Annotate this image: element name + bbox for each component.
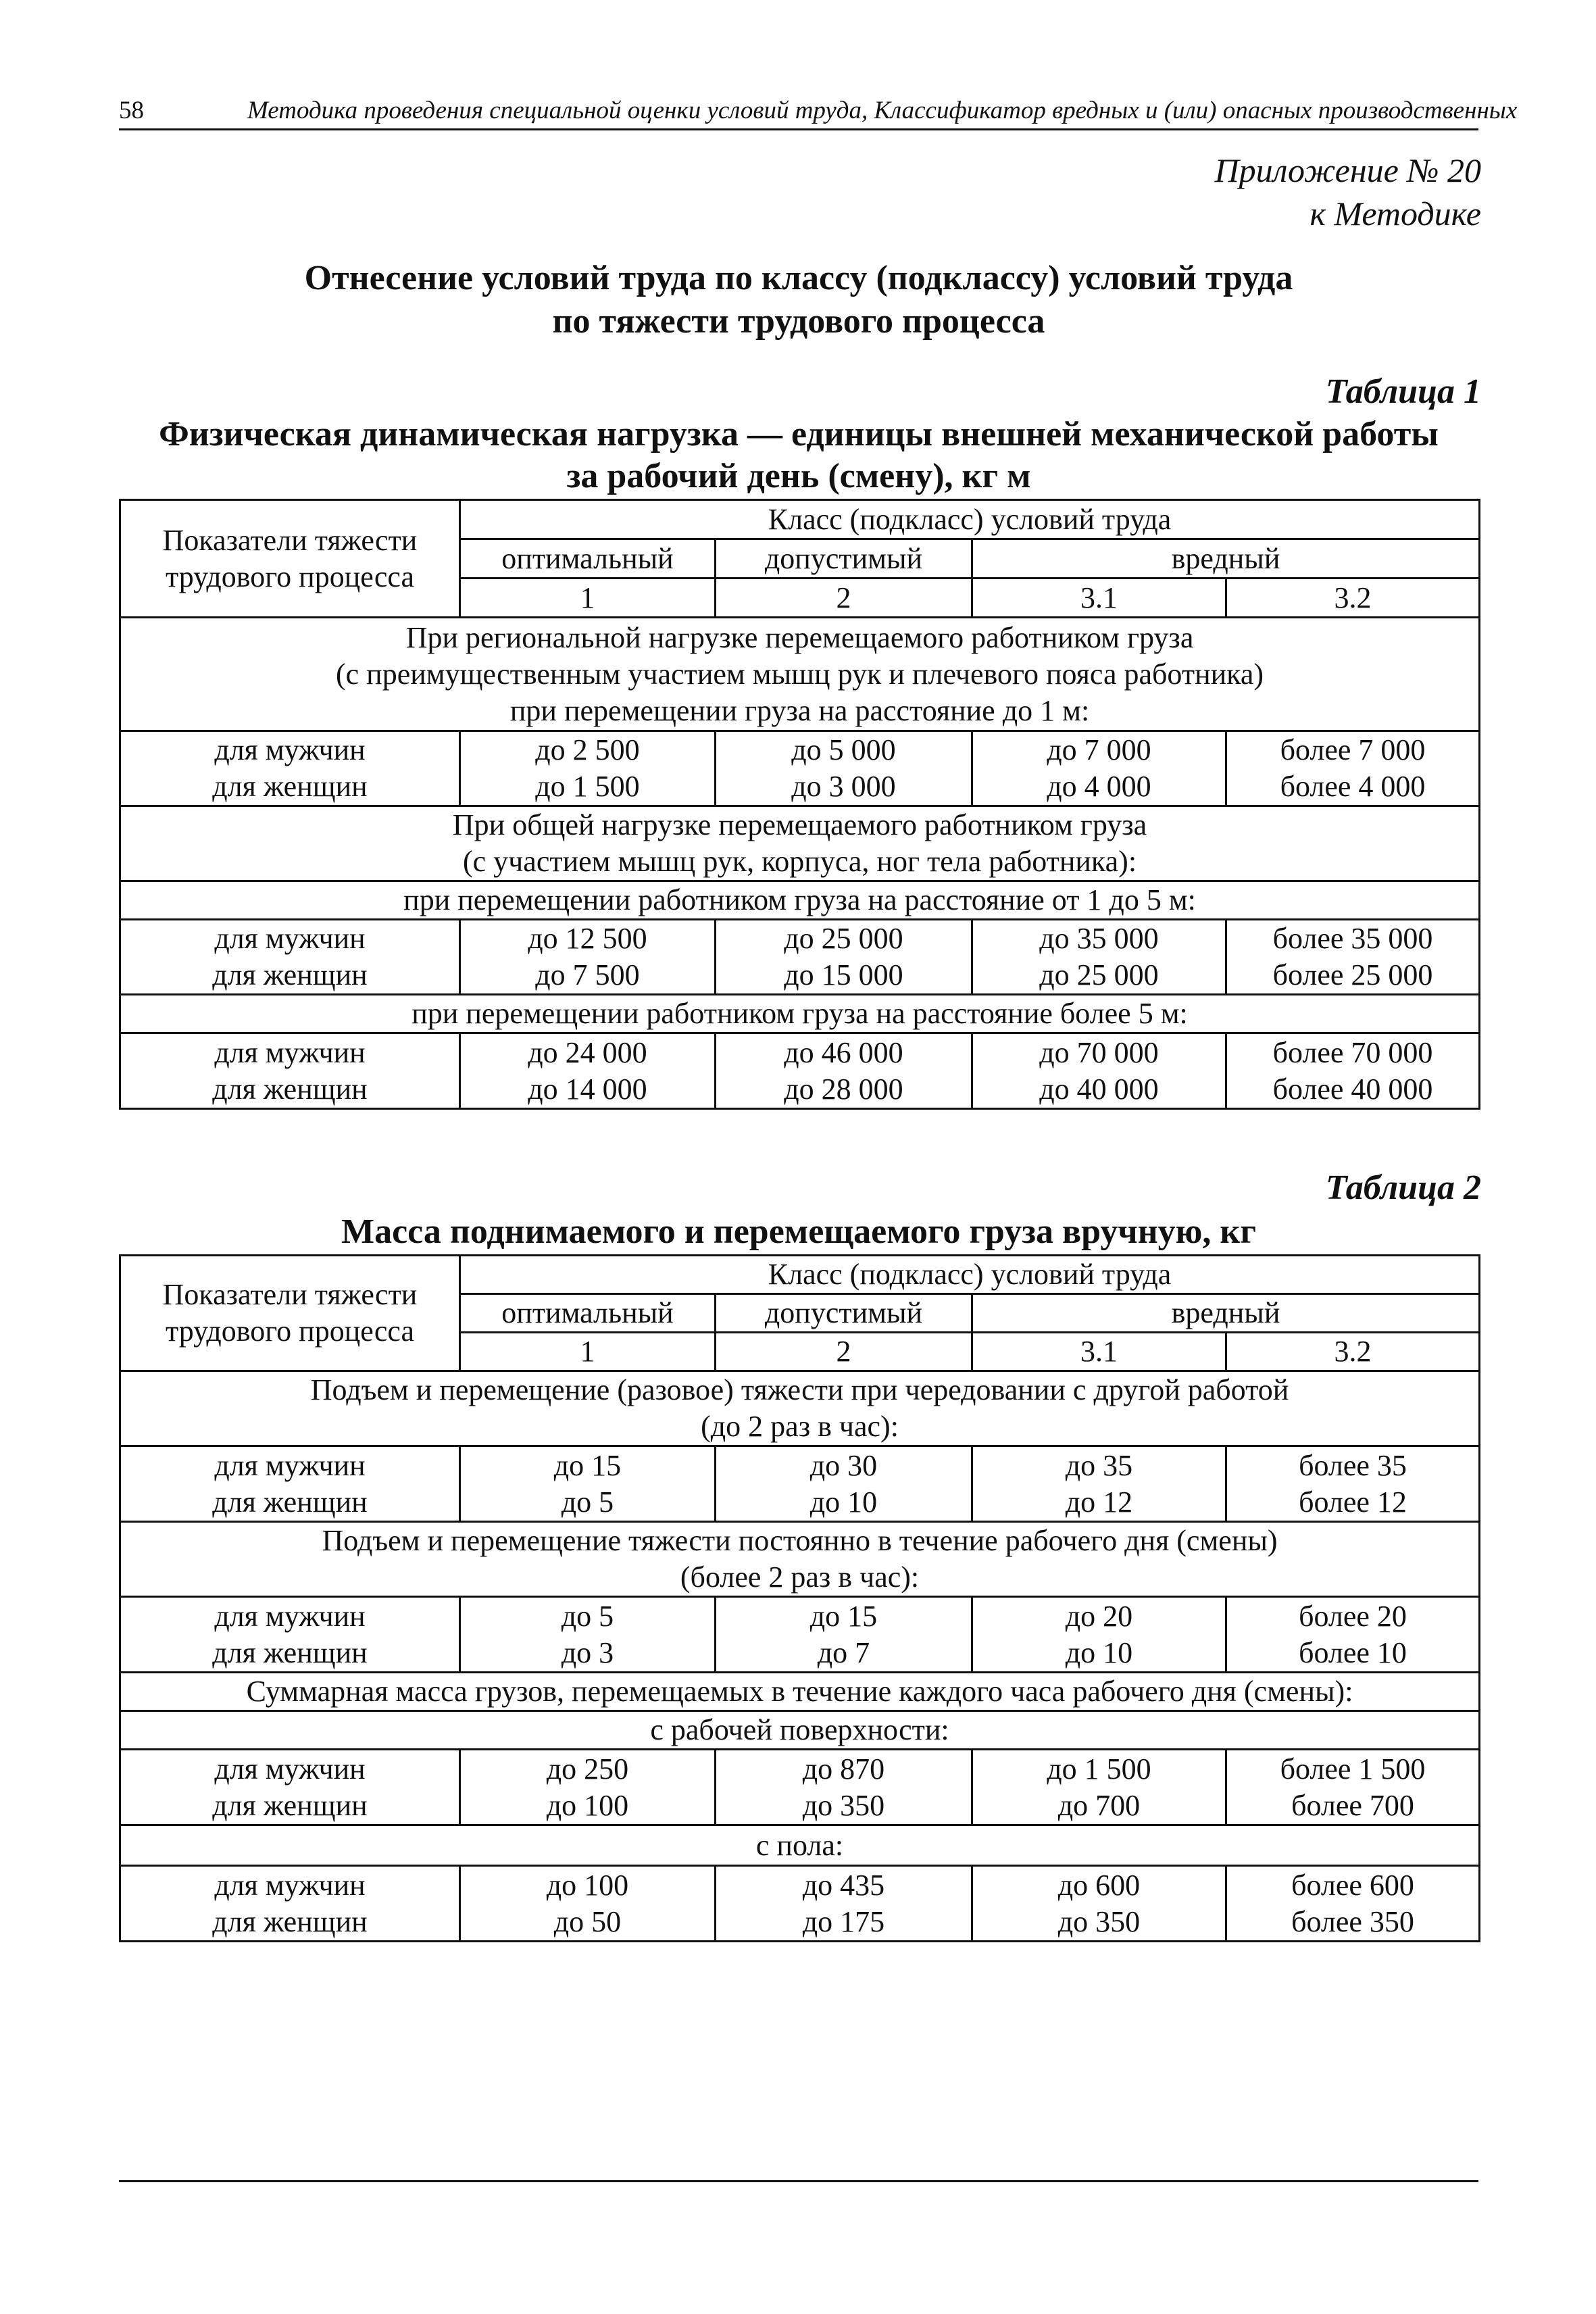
section-heading-line: При региональной нагрузке перемещаемого работником груза (405, 620, 1194, 654)
value-men: более 1 500 (1280, 1752, 1426, 1786)
value-cell (1226, 1446, 1480, 1522)
subsection-heading: с пола: (120, 1825, 1480, 1866)
table-row (120, 1597, 1480, 1673)
value-cell (972, 1033, 1226, 1109)
table-1-title-line-1: Физическая динамическая нагрузка — единицы внешней механической работы (159, 415, 1439, 453)
section-heading-line: (до 2 раз в час): (701, 1410, 899, 1443)
value-women: до 12 (1065, 1485, 1133, 1519)
value-men: до 46 000 (784, 1035, 903, 1069)
col-header-harmful: вредный (972, 539, 1480, 578)
table-row (120, 1750, 1480, 1825)
value-women: до 14 000 (528, 1072, 647, 1106)
value-cell (460, 1446, 716, 1522)
row-label-men: для мужчин (214, 733, 366, 766)
appendix-target: к Методике (1310, 195, 1481, 232)
value-cell (1226, 1033, 1480, 1109)
value-women: до 700 (1057, 1788, 1141, 1822)
footer-rule (119, 2180, 1478, 2182)
col-header-acceptable: допустимый (716, 539, 972, 578)
value-cell (716, 731, 972, 806)
value-men: до 100 (546, 1868, 629, 1902)
table-1 (119, 499, 1480, 1110)
value-women: более 4 000 (1280, 770, 1426, 803)
row-label-women: для женщин (212, 770, 368, 803)
value-women: более 40 000 (1272, 1072, 1433, 1106)
subsection-heading: с рабочей поверхности: (120, 1711, 1480, 1750)
value-men: более 600 (1291, 1868, 1414, 1902)
row-label-cell (120, 1597, 460, 1673)
value-women: до 10 (1065, 1635, 1133, 1669)
section-heading-line: (более 2 раз в час): (680, 1560, 920, 1594)
value-men: до 25 000 (784, 922, 903, 955)
col-number-3-2: 3.2 (1226, 1333, 1480, 1371)
table-row (120, 731, 1480, 806)
value-women: до 25 000 (1039, 958, 1159, 991)
col-number-3-1: 3.1 (972, 1333, 1226, 1371)
value-cell (972, 731, 1226, 806)
value-women: до 3 000 (791, 770, 896, 803)
value-men: до 870 (802, 1752, 885, 1786)
row-label-men: для мужчин (214, 1752, 366, 1786)
row-label-men: для мужчин (214, 1868, 366, 1902)
value-cell (460, 1033, 716, 1109)
value-cell (1226, 731, 1480, 806)
value-cell (972, 1597, 1226, 1673)
appendix-reference (1215, 149, 1481, 235)
col-number-3-1: 3.1 (972, 578, 1226, 618)
indicator-header (120, 500, 460, 618)
section-heading-line: Подъем и перемещение тяжести постоянно в течение рабочего дня (смены) (322, 1524, 1278, 1557)
document-title-line-1: Отнесение условий труда по классу (подклассу) условий труда (304, 259, 1293, 297)
indicator-header-line-1: Показатели тяжести (162, 523, 418, 557)
value-cell (716, 1446, 972, 1522)
value-men: более 7 000 (1280, 733, 1426, 766)
col-header-optimal: оптимальный (460, 1294, 716, 1333)
section-heading-line: (с преимущественным участием мышц рук и плечевого пояса работника) (335, 657, 1264, 691)
value-women: до 7 (817, 1635, 870, 1669)
row-label-cell (120, 1866, 460, 1942)
value-women: до 1 500 (535, 770, 640, 803)
value-cell (460, 920, 716, 995)
section-heading-line: При общей нагрузке перемещаемого работником груза (452, 808, 1147, 841)
table-2-label: Таблица 2 (1325, 1168, 1481, 1207)
value-men: до 7 000 (1047, 733, 1151, 766)
value-women: до 50 (553, 1904, 622, 1938)
section-heading (120, 806, 1480, 881)
value-women: до 100 (546, 1788, 629, 1822)
value-men: до 1 500 (1047, 1752, 1151, 1786)
value-men: более 35 (1299, 1448, 1407, 1482)
value-men: до 250 (546, 1752, 629, 1786)
row-label-women: для женщин (212, 1788, 368, 1822)
running-title: Методика проведения специальной оценки условий труда, Классификатор вредных и (или) опасных производственных (247, 97, 1518, 124)
document-title-line-2: по тяжести трудового процесса (552, 302, 1045, 341)
value-men: до 70 000 (1039, 1035, 1159, 1069)
section-heading (120, 618, 1480, 731)
appendix-number: Приложение № 20 (1214, 151, 1481, 189)
value-men: более 35 000 (1272, 922, 1433, 955)
row-label-women: для женщин (212, 1072, 368, 1106)
col-number-2: 2 (716, 578, 972, 618)
value-cell (716, 1033, 972, 1109)
col-header-optimal: оптимальный (460, 539, 716, 578)
value-women: до 4 000 (1047, 770, 1151, 803)
value-women: до 5 (561, 1485, 614, 1519)
value-men: до 435 (802, 1868, 885, 1902)
section-heading: Суммарная масса грузов, перемещаемых в течение каждого часа рабочего дня (смены): (120, 1673, 1480, 1711)
row-label-cell (120, 1033, 460, 1109)
section-heading-line: при перемещении груза на расстояние до 1 м: (509, 693, 1090, 727)
value-women: до 7 500 (535, 958, 640, 991)
class-group-header: Класс (подкласс) условий труда (460, 500, 1480, 539)
value-cell (1226, 920, 1480, 995)
value-cell (460, 1597, 716, 1673)
indicator-header-line-2: трудового процесса (165, 560, 415, 593)
col-number-3-2: 3.2 (1226, 578, 1480, 618)
value-women: до 15 000 (784, 958, 903, 991)
col-header-harmful: вредный (972, 1294, 1480, 1333)
page-number: 58 (119, 97, 144, 124)
row-label-men: для мужчин (214, 922, 366, 955)
value-women: более 25 000 (1272, 958, 1433, 991)
value-cell (716, 1866, 972, 1942)
row-label-men: для мужчин (214, 1448, 366, 1482)
value-women: до 3 (561, 1635, 614, 1669)
value-men: до 35 000 (1039, 922, 1159, 955)
value-men: до 30 (809, 1448, 878, 1482)
value-men: до 35 (1065, 1448, 1133, 1482)
value-women: до 28 000 (784, 1072, 903, 1106)
subsection-heading: при перемещении работником груза на расстояние более 5 м: (120, 995, 1480, 1033)
value-men: более 70 000 (1272, 1035, 1433, 1069)
row-label-cell (120, 1446, 460, 1522)
value-women: до 350 (1057, 1904, 1141, 1938)
row-label-women: для женщин (212, 1635, 368, 1669)
subsection-heading: при перемещении работником груза на расстояние от 1 до 5 м: (120, 881, 1480, 920)
value-women: до 40 000 (1039, 1072, 1159, 1106)
indicator-header-line-2: трудового процесса (165, 1314, 415, 1348)
running-header (119, 93, 1518, 130)
value-cell (1226, 1866, 1480, 1942)
table-2 (119, 1254, 1480, 1942)
table-row (120, 920, 1480, 995)
value-men: до 2 500 (535, 733, 640, 766)
value-cell (460, 1750, 716, 1825)
value-men: до 20 (1065, 1599, 1133, 1633)
section-heading (120, 1522, 1480, 1597)
value-cell (972, 1866, 1226, 1942)
value-women: более 700 (1291, 1788, 1414, 1822)
row-label-women: для женщин (212, 1904, 368, 1938)
value-women: до 350 (802, 1788, 885, 1822)
section-heading (120, 1371, 1480, 1446)
value-women: более 350 (1291, 1904, 1414, 1938)
value-cell (460, 731, 716, 806)
value-men: до 5 (561, 1599, 614, 1633)
table-2-title: Масса поднимаемого и перемещаемого груза вручную, кг (341, 1212, 1256, 1251)
col-number-2: 2 (716, 1333, 972, 1371)
value-men: до 12 500 (528, 922, 647, 955)
col-header-acceptable: допустимый (716, 1294, 972, 1333)
indicator-header (120, 1256, 460, 1371)
value-women: более 10 (1299, 1635, 1407, 1669)
value-men: до 15 (809, 1599, 878, 1633)
row-label-cell (120, 920, 460, 995)
value-men: более 20 (1299, 1599, 1407, 1633)
table-row (120, 1033, 1480, 1109)
indicator-header-line-1: Показатели тяжести (162, 1278, 418, 1311)
value-men: до 15 (553, 1448, 622, 1482)
class-group-header: Класс (подкласс) условий труда (460, 1256, 1480, 1294)
section-heading-line: Подъем и перемещение (разовое) тяжести при чередовании с другой работой (310, 1373, 1289, 1406)
value-cell (972, 1446, 1226, 1522)
table-row (120, 1446, 1480, 1522)
value-cell (972, 920, 1226, 995)
col-number-1: 1 (460, 1333, 716, 1371)
document-title (119, 257, 1478, 343)
value-cell (1226, 1597, 1480, 1673)
row-label-cell (120, 731, 460, 806)
value-cell (716, 1750, 972, 1825)
value-women: до 10 (809, 1485, 878, 1519)
table-1-label: Таблица 1 (1325, 372, 1481, 411)
row-label-men: для мужчин (214, 1035, 366, 1069)
value-women: более 12 (1299, 1485, 1407, 1519)
value-men: до 5 000 (791, 733, 896, 766)
value-women: до 175 (802, 1904, 885, 1938)
row-label-women: для женщин (212, 1485, 368, 1519)
section-heading-line: (с участием мышц рук, корпуса, ног тела работника): (463, 845, 1137, 878)
row-label-men: для мужчин (214, 1599, 366, 1633)
col-number-1: 1 (460, 578, 716, 618)
table-row (120, 1866, 1480, 1942)
table-1-title-line-2: за рабочий день (смену), кг м (566, 457, 1031, 495)
value-men: до 24 000 (528, 1035, 647, 1069)
value-cell (1226, 1750, 1480, 1825)
value-cell (972, 1750, 1226, 1825)
value-cell (716, 920, 972, 995)
value-cell (716, 1597, 972, 1673)
row-label-women: для женщин (212, 958, 368, 991)
value-cell (460, 1866, 716, 1942)
value-men: до 600 (1057, 1868, 1141, 1902)
row-label-cell (120, 1750, 460, 1825)
table-1-title (119, 414, 1478, 497)
